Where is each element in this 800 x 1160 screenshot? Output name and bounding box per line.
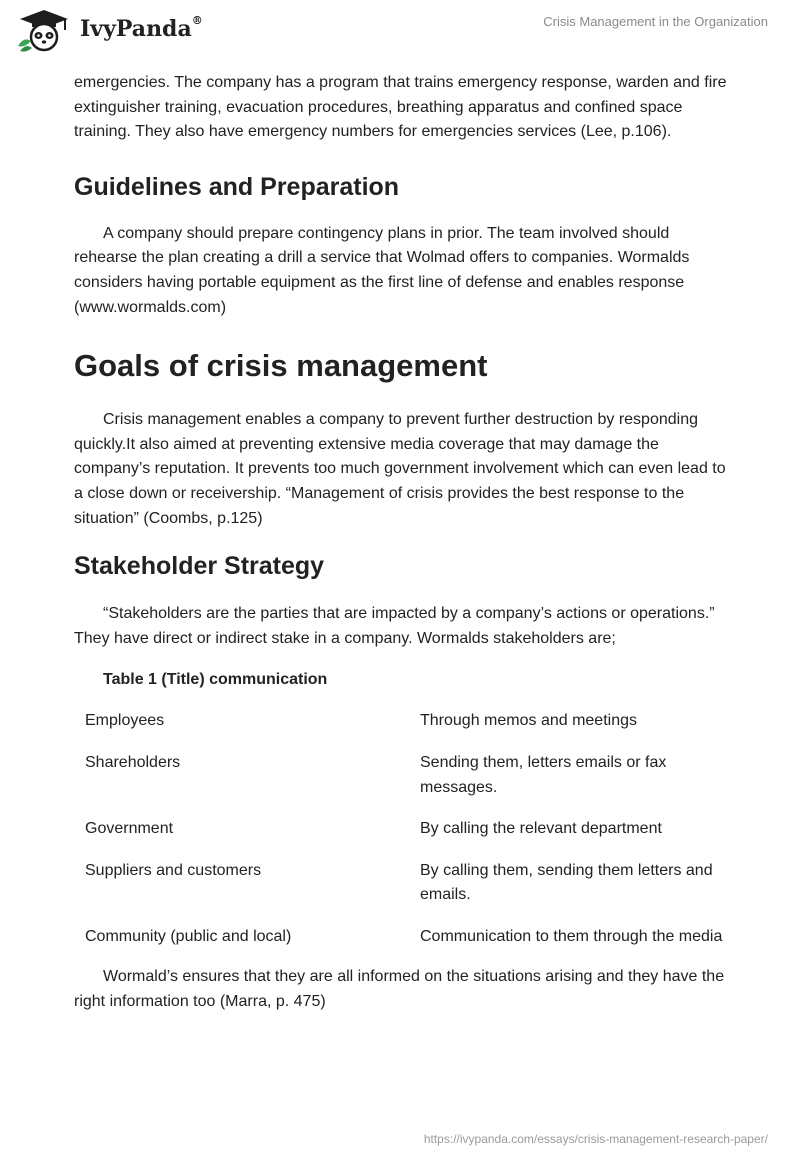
table-cell-method: Sending them, letters emails or fax messages. — [420, 753, 667, 796]
ivypanda-logo-icon[interactable] — [14, 8, 74, 52]
table-cell-stakeholder: Community (public and local) — [85, 927, 292, 945]
stakeholder-table — [74, 709, 728, 949]
guidelines-paragraph: A company should prepare contingency plans in prior. The team involved should rehearse the plan creating a drill a service that Wolmad offers to companies. Wormalds considers having portable equipment as the first line of defense and enables response (www.wormalds.com) — [74, 224, 690, 316]
goals-paragraph: Crisis management enables a company to prevent further destruction by responding quickly.It also aimed at preventing extensive media coverage that may damage the company’s reputation. It prevents too much government involvement which can even lead to a close down or receivership. “Management of crisis provides the best response to the situation” (Coombs, p.125) — [74, 411, 726, 527]
table-cell-method: Through memos and meetings — [420, 712, 637, 730]
guidelines-heading: Guidelines and Preparation — [74, 172, 400, 201]
brand-name[interactable]: IvyPanda® — [80, 13, 203, 42]
essay-body — [74, 71, 728, 1015]
table-cell-method: Communication to them through the media — [420, 927, 723, 945]
source-url-link[interactable]: https://ivypanda.com/essays/crisis-management-research-paper/ — [423, 1132, 768, 1146]
table-cell-stakeholder: Suppliers and customers — [85, 861, 262, 879]
stakeholder-heading: Stakeholder Strategy — [74, 552, 325, 581]
page-header — [0, 0, 800, 66]
table-cell-method: By calling the relevant department — [420, 820, 662, 838]
table-cell-method: By calling them, sending them letters and emails. — [420, 861, 713, 904]
table-cell-stakeholder: Shareholders — [85, 753, 181, 771]
stakeholder-paragraph: “Stakeholders are the parties that are impacted by a company’s actions or operations.” They have direct or indirect stake in a company. Wormalds stakeholders are; — [74, 605, 715, 647]
table-row — [74, 817, 728, 842]
table-row — [74, 751, 728, 800]
table-cell-stakeholder: Employees — [85, 712, 165, 730]
goals-heading: Goals of crisis management — [74, 348, 488, 384]
document-title: Crisis Management in the Organization — [543, 14, 768, 29]
table-row — [74, 859, 728, 908]
table-row — [74, 709, 728, 734]
table-row — [74, 925, 728, 950]
intro-paragraph: emergencies. The company has a program that trains emergency response, warden and fire extinguisher training, evacuation procedures, breathing apparatus and confined space training. They also have emergency numbers for emergencies services (Lee, p.106). — [74, 74, 727, 141]
table-cell-stakeholder: Government — [85, 820, 174, 838]
closing-paragraph: Wormald’s ensures that they are all informed on the situations arising and they have the right information too (Marra, p. 475) — [74, 968, 725, 1011]
table-title: Table 1 (Title) communication — [103, 671, 328, 689]
